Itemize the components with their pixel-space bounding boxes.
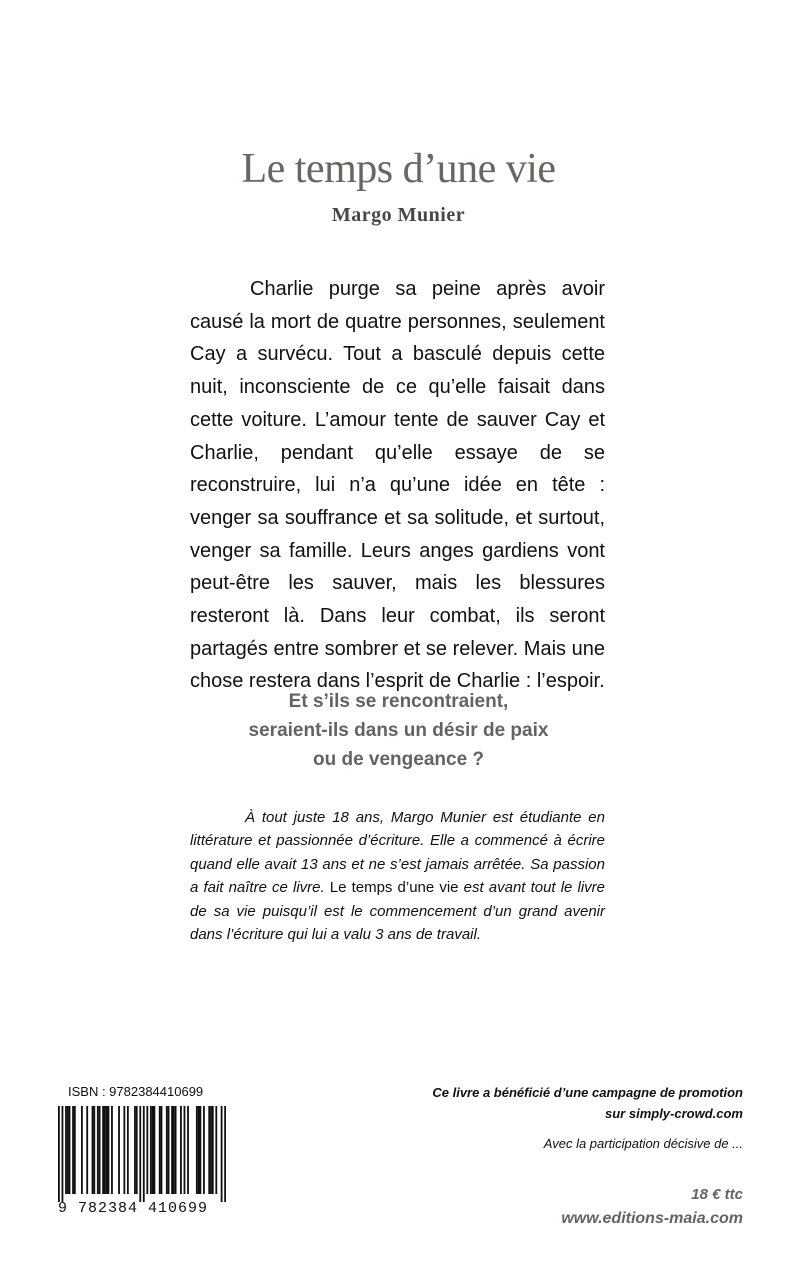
book-summary: Charlie purge sa peine après avoir causé la mort de quatre personnes, seulement Cay a survécu. Tout a basculé depuis cette nuit, inconsciente de ce qu’elle faisait dans cette voiture. L’amour tente de sauver Cay et Charlie, pendant qu’elle essaye de se reconstruire, lui n’a qu’une idée en tête : venger sa souffrance et sa solitude, et surtout, venger sa famille. Leurs anges gardiens vont peut-être les sauver, mais les blessures resteront là. Dans leur combat, ils seront partagés entre sombrer et se relever. Mais une chose restera dans l’esprit de Charlie : l’espoir. — [190, 278, 605, 693]
author-bio-book-title: Le temps d’une vie — [324, 879, 464, 897]
publisher-website: www.editions-maia.com — [561, 1210, 743, 1227]
promotion-site: sur simply-crowd.com — [605, 1106, 743, 1121]
barcode-bar — [150, 1106, 152, 1194]
barcode-bar — [108, 1106, 110, 1194]
isbn-label: ISBN : 9782384410699 — [68, 1084, 204, 1099]
barcode-bar — [104, 1106, 106, 1194]
participation-note: Avec la participation décisive de ... — [543, 1136, 743, 1151]
barcode-bar — [143, 1106, 145, 1202]
barcode-bar — [86, 1106, 88, 1194]
book-author: Margo Munier — [331, 204, 466, 226]
barcode-bar — [111, 1106, 113, 1194]
barcode-bar — [139, 1106, 141, 1202]
tagline-line: seraient-ils dans un désir de paix — [248, 720, 549, 741]
barcode-bar — [81, 1106, 83, 1194]
tagline-line: Et s’ils se rencontraient, — [288, 691, 509, 712]
barcode-bar — [173, 1106, 175, 1194]
author-bio-outro: est avant tout le livre de sa vie puisqu’il est le commencement d’un grand avenir dans l’écriture qui lui a valu 3 ans de travail. — [190, 879, 605, 944]
barcode-bar — [180, 1106, 182, 1194]
barcode-bar — [187, 1106, 189, 1194]
barcode-bar — [92, 1106, 94, 1194]
barcode-bar — [171, 1106, 173, 1194]
tagline — [0, 687, 797, 774]
tagline-line: ou de vengeance ? — [312, 749, 485, 770]
barcode-bar — [199, 1106, 201, 1194]
barcode-bar — [72, 1106, 74, 1194]
barcode-bar — [127, 1106, 129, 1194]
barcode-bar — [224, 1106, 226, 1202]
barcode-bar — [221, 1106, 223, 1202]
author-bio-intro: À tout juste 18 ans, Margo Munier est étudiante en littérature et passionnée d’écriture. Elle a commencé à écrire quand elle avait 13 ans et ne s’est jamais arrêtée. Sa passion a fait naître ce livre. — [190, 809, 605, 897]
barcode-bar — [215, 1106, 217, 1194]
barcode-bar — [69, 1106, 71, 1194]
price: 18 € ttc — [691, 1186, 743, 1203]
barcode-bar — [166, 1106, 168, 1194]
barcode-bar — [136, 1106, 138, 1194]
author-bio — [190, 806, 605, 946]
barcode-bar — [118, 1106, 120, 1194]
barcode-bar — [153, 1106, 155, 1194]
book-title: Le temps d’une vie — [241, 146, 556, 192]
barcode — [58, 1106, 226, 1202]
barcode-bar — [74, 1106, 76, 1194]
barcode-bar — [65, 1106, 67, 1194]
barcode-bar — [93, 1106, 95, 1194]
barcode-bar — [208, 1106, 210, 1194]
barcode-bar — [196, 1106, 198, 1194]
barcode-bar — [58, 1106, 60, 1202]
promotion-line: Ce livre a bénéficié d’une campagne de promotion — [432, 1085, 743, 1100]
barcode-bar — [102, 1106, 104, 1194]
barcode-bar — [210, 1106, 212, 1194]
barcode-bar — [152, 1106, 154, 1194]
barcode-bar — [106, 1106, 108, 1194]
barcode-bar — [99, 1106, 101, 1194]
barcode-bar — [123, 1106, 125, 1194]
barcode-bar — [159, 1106, 161, 1194]
barcode-bar — [168, 1106, 170, 1194]
barcode-bar — [134, 1106, 136, 1194]
barcode-bar — [198, 1106, 200, 1194]
barcode-bar — [62, 1106, 64, 1202]
barcode-bar — [67, 1106, 69, 1194]
barcode-bar — [97, 1106, 99, 1194]
barcode-digits: 9 782384 410699 — [58, 1200, 209, 1217]
barcode-bar — [146, 1106, 148, 1194]
barcode-bar — [203, 1106, 205, 1194]
barcode-bar — [161, 1106, 163, 1194]
barcode-bar — [184, 1106, 186, 1194]
barcode-bar — [175, 1106, 177, 1194]
barcode-bar — [212, 1106, 214, 1194]
promotion-note — [323, 1082, 743, 1124]
